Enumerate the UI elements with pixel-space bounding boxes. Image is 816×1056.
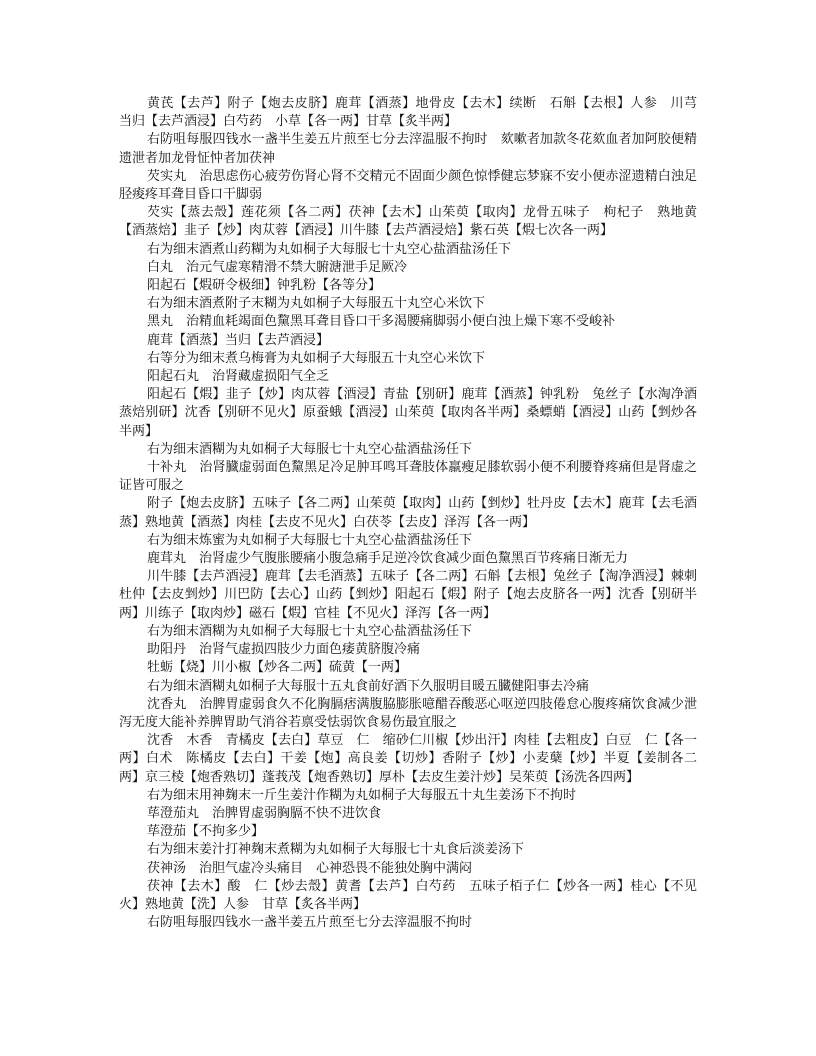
paragraph: 右为细末酒糊为丸如桐子大每服七十丸空心盐酒盐汤任下 bbox=[147, 441, 473, 457]
paragraph: 右为细末酒煮附子末糊为丸如桐子大每服五十丸空心米饮下 bbox=[147, 296, 486, 312]
paragraph: 牡蛎【烧】川小椒【炒各二两】硫黄【一两】 bbox=[147, 660, 408, 676]
paragraph: 右为细末姜汁打神麹末煮糊为丸如桐子大每服七十丸食后淡姜汤下 bbox=[147, 842, 525, 858]
paragraph: 鹿茸丸 治肾虚少气腹胀腰痛小腹急痛手足逆冷饮食减少面色黧黑百节疼痛日渐无力 bbox=[147, 551, 629, 567]
paragraph: 右防咀每服四钱水一盏半生姜五片煎至七分去滓温服不拘时 欬嗽者加款冬花欬血者加阿胶便精遗泄者加龙骨怔忡者加茯神 bbox=[119, 132, 697, 166]
paragraph: 川牛膝【去芦酒浸】鹿茸【去毛酒蒸】五味子【各二两】石斛【去根】兔丝子【淘净酒浸】棘刺 杜仲【去皮剉炒】川巴防【去心】山药【剉炒】阳起石【煆】附子【炮去皮脐各一两】沈香【别研半两】川练子【取肉炒】磁石【煆】官桂【不见火】泽泻【各一两】 bbox=[119, 569, 711, 621]
paragraph: 助阳丹 治肾气虚损四肢少力面色痿黄脐腹冷痛 bbox=[147, 642, 421, 658]
paragraph: 茯神汤 治胆气虚冷头痛目 心神恐畏不能独处胸中满闷 bbox=[147, 860, 473, 876]
paragraph: 芡实丸 治思虑伤心疲劳伤肾心肾不交精元不固面少颜色惊悸健忘梦寐不安小便赤涩遗精白浊足胫痠疼耳聋目昏口干脚弱 bbox=[119, 168, 697, 203]
paragraph: 茯神【去木】酸 仁【炒去殼】黄耆【去芦】白芍药 五味子栢子仁【炒各一两】桂心【不见火】熟地黄【洗】人参 甘草【炙各半两】 bbox=[119, 878, 697, 912]
paragraph: 鹿茸【酒蒸】当归【去芦酒浸】 bbox=[147, 332, 330, 348]
document-body bbox=[119, 95, 711, 932]
paragraph: 十补丸 治肾臓虚弱面色黧黑足冷足肿耳鸣耳聋肢体羸瘦足膝软弱小便不利腰脊疼痛但是肾虚之证皆可服之 bbox=[119, 460, 697, 494]
paragraph: 阳起石【煆研令极细】钟乳粉【各等分】 bbox=[147, 278, 382, 294]
paragraph: 右为细末酒糊为丸如桐子大每服七十丸空心盐酒盐汤任下 bbox=[147, 623, 473, 639]
paragraph: 阳起石【煆】韭子【炒】肉苁蓉【酒浸】青盐【别研】鹿茸【酒蒸】钟乳粉 兔丝子【水淘净酒蒸焙别研】沈香【别研不见火】原蚕蛾【酒浸】山茱萸【取肉各半两】桑螵蛸【酒浸】山药【剉炒各半两】 bbox=[119, 387, 697, 439]
paragraph: 右等分为细末煮乌梅膏为丸如桐子大每服五十丸空心米饮下 bbox=[147, 350, 486, 366]
paragraph: 右防咀每服四钱水一盏半姜五片煎至七分去滓温服不拘时 bbox=[147, 915, 473, 931]
paragraph: 荜澄茄丸 治脾胃虚弱胸膈不快不进饮食 bbox=[147, 805, 382, 821]
paragraph: 芡实【蒸去殼】莲花须【各二两】茯神【去木】山茱萸【取肉】龙骨五味子 枸杞子 熟地黄【酒蒸焙】韭子【炒】肉苁蓉【酒浸】川牛膝【去芦酒浸焙】紫石英【煆七次各一两】 bbox=[119, 205, 697, 239]
paragraph: 附子【炮去皮脐】五味子【各二两】山茱萸【取肉】山药【剉炒】牡丹皮【去木】鹿茸【去毛酒蒸】熟地黄【酒蒸】肉桂【去皮不见火】白茯苓【去皮】泽泻【各一两】 bbox=[119, 496, 697, 530]
paragraph: 沈香丸 治脾胃虚弱食久不化胸膈痞满腹脇膨胀噫醋吞酸恶心呕逆四肢倦怠心腹疼痛饮食减少泄泻无度大能补养脾胃助气消谷若禀受怯弱饮食易伤最宜服之 bbox=[119, 696, 697, 730]
paragraph: 右为细末酒煮山药糊为丸如桐子大每服七十丸空心盐酒盐汤任下 bbox=[147, 241, 512, 257]
paragraph: 黑丸 治精血耗竭面色黧黑耳聋目昏口干多渴腰痛脚弱小便白浊上燥下寒不受峻补 bbox=[147, 314, 616, 330]
paragraph: 右为细末酒糊丸如桐子大每服十五丸食前好酒下久服明目暖五臓健阳事去冷痛 bbox=[147, 678, 590, 694]
paragraph: 白丸 治元气虚寒精滑不禁大腑溏泄手足厥冷 bbox=[147, 259, 408, 275]
paragraph: 右为细末用神麹末一斤生姜汁作糊为丸如桐子大每服五十丸生姜汤下不拘时 bbox=[147, 787, 577, 803]
paragraph: 黄芪【去芦】附子【炮去皮脐】鹿茸【酒蒸】地骨皮【去木】续断 石斛【去根】人参 川芎 当归【去芦酒浸】白芍药 小草【各一两】甘草【炙半两】 bbox=[119, 96, 711, 130]
paragraph: 荜澄茄【不拘多少】 bbox=[147, 824, 265, 840]
paragraph: 右为细末炼蜜为丸如桐子大每服七十丸空心盐酒盐汤任下 bbox=[147, 532, 473, 548]
paragraph: 阳起石丸 治肾藏虚损阳气全乏 bbox=[147, 369, 330, 385]
paragraph: 沈香 木香 青橘皮【去白】草豆 仁 缩砂仁川椒【炒出汗】肉桂【去粗皮】白豆 仁【各一两】白术 陈橘皮【去白】干姜【炮】高良姜【切炒】香附子【炒】小麦蘖【炒】半夏【姜制各二两】京三棱【炮香熟切】蓬莪茂【炮香熟切】厚朴【去皮生姜汁炒】吴茱萸【汤洗各四两】 bbox=[119, 733, 697, 785]
